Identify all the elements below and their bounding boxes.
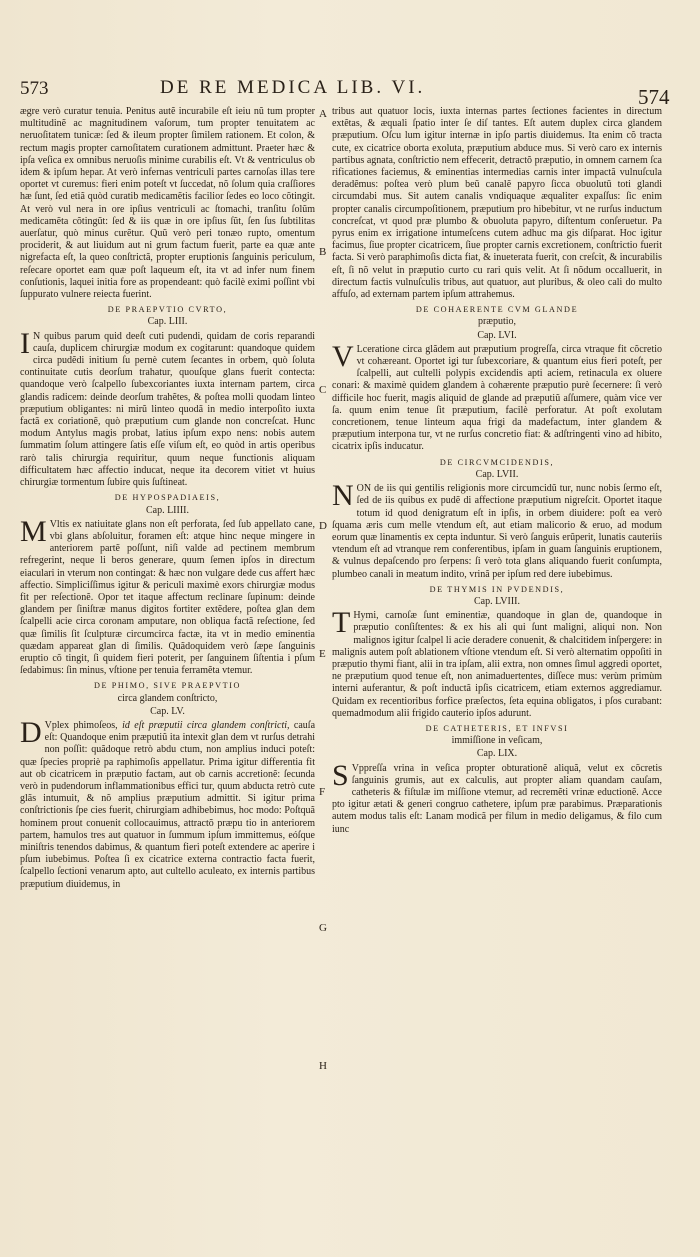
chapter-59-body	[332, 758, 662, 836]
chapter-53-number: Cap. LIII.	[147, 316, 188, 328]
chapter-57-body	[332, 479, 662, 581]
left-column	[20, 106, 315, 891]
margin-letter-h: H	[319, 1060, 327, 1072]
chapter-56-subtitle: præputio,	[477, 316, 517, 328]
margin-letter-e: E	[319, 648, 326, 660]
chapter-54-drop-cap: M	[20, 514, 47, 548]
chapter-55-text: cauſa eſt: Quandoque enim præputiũ ita intexit glan dem vt rurſus detrahi non poſſit: quãdoque retrò abdu ctum, non amplius induci poteſt: quæ ſpecies propriè pa raphimoſis appellatur. Prima igitur differentia fit aut ob cicatricem in præputio factam, aut ob carnis accretionẽ: ſecunda verò in pudendorum inflammationibus effici tur, quum abducta retrò cute glãs intumuit, & nõ amplius præputium admittit. Si igitur prima conſtrictionis ſpe cies fuerit, chirurgiam adhibebimus, hoc modo: Poſtquã hominem prout conuenit collocauimus, attractõ præpu tio in anteriorem partem, hamulos tres aut quatuor in ſummum ipſum immittemus, eóſque miniſtris tenendos dabimus, & quantum fieri poteſt extendere ac aperire i pſum iubebimus. Poſtea ſi ex cicatrice externa contractio facta fuerit, ſcalpello ſectioni venarum apto, aut cultello aculeato, ex internis partibus præputium diuidemus, in	[20, 719, 316, 890]
margin-letter-a: A	[319, 108, 327, 120]
chapter-53-drop-cap: I	[20, 326, 30, 360]
chapter-56-number: Cap. LVI.	[477, 329, 517, 341]
chapter-55-lead: Vplex phimoſeos,	[44, 719, 123, 731]
margin-letter-b: B	[319, 246, 327, 258]
margin-letter-c: C	[319, 384, 327, 396]
chapter-55-title: DE PHIMO, SIVE PRAEPVTIO	[93, 681, 242, 691]
chapter-56-title: DE COHAERENTE CVM GLANDE	[415, 305, 579, 315]
chapter-56-body	[332, 339, 662, 454]
chapter-55-drop-cap: D	[20, 715, 42, 749]
chapter-58-drop-cap: T	[332, 606, 351, 640]
chapter-57-drop-cap: N	[332, 479, 354, 513]
page-number-left: 573	[20, 78, 49, 99]
chapter-56-drop-cap: V	[332, 339, 354, 373]
chapter-54-text: Vltis ex natiuitate glans non eſt perforata, ſed ſub appellato cane, vbi glans abſoluitur, foramen eſt: atque hinc neque mingere in anteriorem partẽ poſſunt, niſi valde ad pectinem membrum refregerint, neque li beros generare, quum ſemen ipſos in directum eiaculari in vterum non contingat: & hæc non vulgare dede cus affert hæc affectio. Simpliciſſimus igitur & periculi maximè exors chirurgiæ modus fit per reſectionẽ. Opor tet itaque affectum reclinare ſupinum: deinde glandem per ſiniſtræ manus digitos fortiter extẽdere, poſtea glan dem ſcalpelli acie circa coronam amputare, non obliqua factã reſectione, ſed quæ ſimilis ſit ſculpturæ circumcirca factæ, ita vt in medio eminentia quædam appareat glan di ſimilis. Quãdoquidem verò ſæpe ſanguinis eruptio cõ tingit, ſi quidem fieri poterit, per ſanguinem ſiſtentia i pſum ſedabimus: ſin minus, vſtione per tenuia ferramẽta vtemur.	[20, 518, 315, 677]
chapter-53-text: N quibus parum quid deeſt cuti pudendi, quidam de coris reparandi cauſa, duplicem chirurgiæ modum ex cogitarunt: quandoque quidem circa pudẽdi initium ſu pernè cutem ſecantes in orbem, quò ſoluta continuitate cutis deorſum trahatur, quouſque glans fuerit contecta: quandoque verò ſcalpello ſubexcoriantes iuxta internam partem, circa glandis radicem: deinde deorſum trahẽtes, & poſtea molli quodam linteo præputium obligantes: ni mirũ linteo quodã in medio interpoſito iuxta factã ex coriationẽ, quò præputium cum glande non concreſcat. Hunc modum Antylus magis probat, latius ipſum expo nens: nobis autem ſummatim ſolum attingere ſatis eſſe viſum eſt, eo quòd in artis operibus rarò talis chirurgia requiritur, quum neque functionis aliquam difficultatem hæc affectio inducat, neque ita decorem vitiet vt huius chirurgiæ tormentum ſubire quis ſuſtineat.	[20, 330, 315, 489]
chapter-58-body	[332, 606, 662, 720]
margin-letter-g: G	[319, 922, 327, 934]
chapter-58-number: Cap. LVIII.	[473, 595, 520, 607]
chapter-57-title: DE CIRCVMCIDENDIS,	[439, 457, 555, 467]
chapter-53-body	[20, 326, 315, 490]
chapter-53-title: DE PRAEPVTIO CVRTO,	[107, 305, 228, 315]
chapter-56-text: Lceratione circa glãdem aut præputium progreſſa, circa vtraque fit cõcretio vt cohæreant. Oportet igi tur ſubexcoriare, & quantum eius fieri poteſt, per ſcalpelli, aut cultelli polypis excidendis apti aciem, retinacula ex oluere conari: & maximè quidem glandem à cohærente præputio purè ſecernere: ſi verò difficile hoc fuerit, magis aliquid de glande ad præputiũ aſſumere, quàm vice ver ſa. quum enim tenue ſit præputium, facilè perforatur. At poſt exolutam concretionem, tenue linteum aqua frigi da madefactum, inter glandem & præputium interpona tur, vt ne rurſus concretio fiat: & adſtringenti vino ad hibito, cicatrix ipſis inducatur.	[332, 343, 662, 453]
chapter-54-number: Cap. LIIII.	[145, 504, 190, 516]
right-column	[332, 106, 662, 836]
chapter-59-number: Cap. LIX.	[476, 748, 518, 760]
chapter-58-text: Hymi, carnoſæ ſunt eminentiæ, quandoque in glan de, quandoque in præputio conſiſtentes: & ex his ali qui ſunt maligni, aliqui non. Non malignos igitur ſcalpel li acie deradere conuenit, & chalcitidem inſpergere: in malignis autem poſt ablationem vſtione vtendum eſt. Si verò alternatim oppoſiti in præputio thymi fiant, alii in tra ipſam, alii extra, non omnes ſimul aggredi oportet, ne præputium quod tenue eſt, non animaduertentes, diſſece mus: verùm primùm interni auferantur, & poſt inductã ipſis cicatricem, etiam externos aggrediamur. Quidam ex recentioribus forfice præſectos, ſeta equina obligatos, i pſos curabant: quemadmodum alii frigido cauterio ipſos adurunt.	[332, 610, 662, 719]
chapter-55-number: Cap. LV.	[150, 705, 185, 717]
margin-letter-d: D	[319, 520, 327, 532]
chapter-54-body	[20, 514, 315, 678]
chapter-57-text: ON de iis qui gentilis religionis more circumcidũ tur, nunc nobis ſermo eſt, ſed de iis quibus ex pudẽ di affectione præputium nigreſcit. Oportet itaque totum id quod denigratum eſt in ipſis, in orbem diuidere: poſt ea verò ſquama æris cum melle vtendum eſt, aut etiam malicorio & eruo, ad modum eorum quæ linamentis ex cepta induntur. Si verò ſanguis erũperit, lunatis cauteriis vtendum eſt ad vtranque rem conferentibus, ipſam in guam ſanguinis eruptionem, & vulnus depaſcendo pro ſerpens: ſi verò tota glans aliquando fuerit conſumpta, plumbeo canali in meatum indito, vrinã per ipſum red dere iubebimus.	[332, 483, 662, 580]
chapter-55-subtitle: circa glandem conſtricto,	[117, 692, 218, 704]
running-title: DE RE MEDICA LIB. VI.	[160, 77, 426, 98]
chapter-59-subtitle: immiſſione in veſicam,	[451, 735, 543, 747]
right-intro-paragraph: tribus aut quatuor locis, iuxta internas partes ſectiones facientes in directum extẽtas, & æquali ſpatio inter ſe diſ tantes. Eſt autem duplex circa glandem præputium. Oſcu lum igitur internæ in ipſo partis diuidemus. Ita enim cõ tracta cute, ex cicatrice oborta exoluta, præputium abduce mus. Si verò caro ex internis partibus agnata, conſtrictio nem effecerit, detractõ præputio, in omnem carnem ſca rificationes faciemus, & eminentias intermedias carnis inter impactã vulnuſcula deradẽmus: poſtea verò plum beũ canalẽ papyro ſicca obuolutũ toti glandi circumdabi mus. Sit autem canalis vndiquaque æqualiter expaſſus: ſic enim propter canalis circumpoſitionem, præputium pro hibebitur, vt ne rurſus inductum concreſcat, vt quod præ plumbo & obuoluta papyro, diſtentum conſeruetur. Pa pyrus enim ex irrigatione intumeſcens cutem adhuc ma gis diſparat. Hoc igitur facimus, ſiue propter cicatricem, ſiue propter carnis excretionem, conſtrictio fuerit facta. Si verò paraphimoſis dicta fiat, & inueterata fuerit, con creſcit, & incurabilis eſt, ſi nõ velut in præputio curto cu rari quis velit. At ſi nõdum occalluerit, in directum factis vulnuſculis tribus, aut quatuor, aut pluribus, & oleo cali do multo affuſo, ad externam partem ipſum attrahemus.	[332, 106, 662, 301]
left-intro-paragraph: ægre verò curatur tenuia. Penitus autẽ incurabile eſt ieiu nũ tum propter multitudinẽ ac magnitudinem vaſorum, tum propter tenuitatem ac neruoſitatem tunicæ: ſed & ileum propter ſimilem rationem. Et colon, & rectum magis propter carnoſitatem curationem admittunt. Praeter hæc & ipſa veſica ex omnibus neruoſis minime curabilis eſt. Vt & ventriculus ob idem & ipſum hepar. At verò infernas ventriculi partes carnoſas illas tere oportet vt curemus: fieri enim poteſt vt ſuccedat, nõ ſolum quia craſſiores hæ ſunt, ſed etiã quòd curatib medicamẽtis facilior ſedes eo loco cõtingit. At verò vul nera in ore ipſius ventriculi ac ſtomachi, tranſitu ſolũm medicamẽta cõtingũt: ſed & iis quæ in ore ipſius ſũt, ſen ſus ſubtilitas auerſatur, quò minus curẽtur. Quũ verò peri tonæo rupto, omentum prociderit, & aut liuidum aut ni grum factum fuerit, parte ea quæ ante nigrefacta eſt, la queo conſtrictã, propter eruptionis ſanguinis periculum, reſecare oportet eam quæ poſt laqueum eſt, ita vt ad infer num finem conſutionis, laquei initia fore as propendeant: quò facilè eximi poſſint vbi ſuppurato vulnere reiecta fuerint.	[20, 106, 315, 301]
chapter-59-text: Vppreſſa vrina in veſica propter obturationẽ aliquã, velut ex cõcretis ſanguinis grumis, aut ex calculis, aut propter aliam quandam cauſam, catheteris & fiſtulæ im miſſione vtemur, ad recremẽti vrinæ eductionẽ. Acce pto igitur ætati & generi congruo cathetere, ipſum præ parabimus. Præparationis autem modus talis eſt: Lanam modicã per filum in medio deligamus, & filo cum iunc	[332, 762, 662, 835]
chapter-55-italic-gloss: id eſt præputii circa glandem conſtricti,	[122, 719, 290, 731]
chapter-55-body	[20, 715, 316, 891]
page-number-right: 574	[638, 85, 670, 109]
margin-letter-f: F	[319, 786, 326, 798]
chapter-57-number: Cap. LVII.	[475, 468, 519, 480]
chapter-54-title: DE HYPOSPADIAEIS,	[114, 493, 221, 503]
chapter-59-title: DE CATHETERIS, ET INFVSI	[425, 723, 569, 733]
chapter-59-drop-cap: S	[332, 758, 349, 792]
chapter-58-title: DE THYMIS IN PVDENDIS,	[429, 584, 565, 594]
